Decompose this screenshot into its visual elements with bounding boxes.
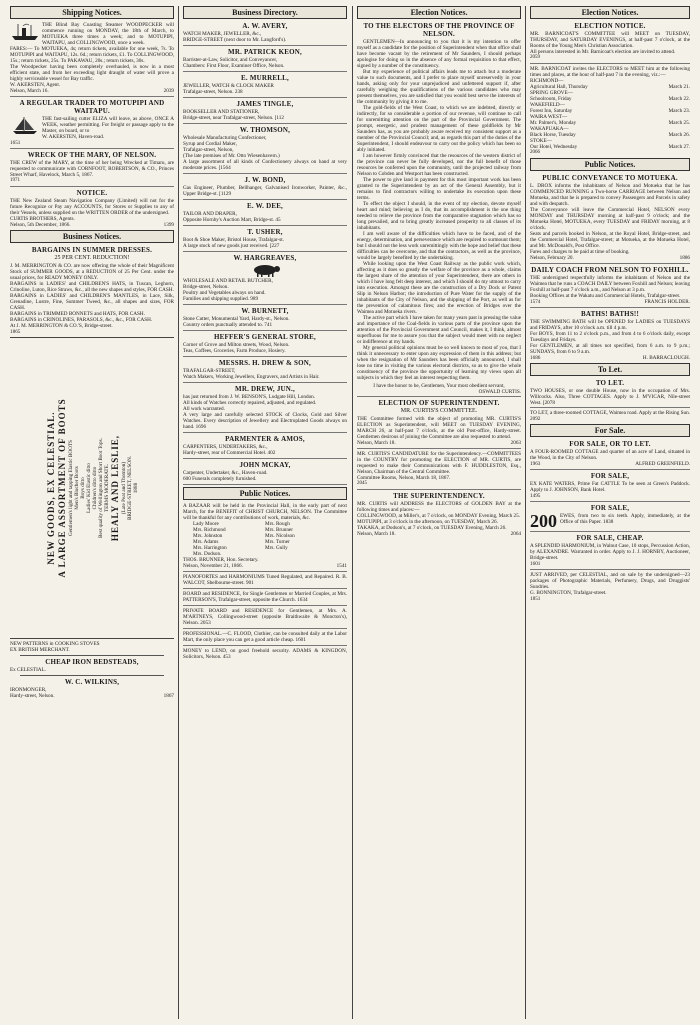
directory-line: TAILOR AND DRAPER, bbox=[183, 211, 237, 217]
directory-entry bbox=[183, 254, 347, 302]
directory-name: A. W. AVERY, bbox=[242, 22, 288, 30]
directory-line: A large assortment of all kinds of Confectionery always on hand at very moderate prices. [1564 bbox=[183, 159, 347, 171]
ad-coach bbox=[530, 266, 690, 305]
address-paragraph: The power to give land in payment for this most important work has been granted to the Superintendent by an act of the General Assembly, but it remains to find contractors willing to undertake its execution upon these terms. bbox=[357, 177, 521, 201]
ad-signature: Committee Rooms, Nelson, March 18, 1867. bbox=[357, 475, 451, 481]
column-shipping bbox=[6, 6, 178, 1019]
ad-just-arrived bbox=[530, 572, 690, 602]
ad-subheading: Ex CELESTIAL. bbox=[10, 667, 47, 673]
ad-number: 1886 bbox=[679, 255, 690, 261]
ad-text: THE New Zealand Steam Navigation Company (Limited) will not for the future Recognize or Pay any ACCOUNTS, for Stores or Supplies to any of their Vessels, unless supplied on the WRITTEN ORDER of the undersigned. bbox=[10, 198, 174, 216]
ad-text: BARGAINS in TRIMMED BONNETS and HATS, FOR CASH. bbox=[10, 311, 145, 317]
ad-subheading: MR. CURTIS'S COMMITTEE. bbox=[400, 408, 478, 414]
directory-name: J. W. BOND, bbox=[244, 176, 286, 184]
ad-text: PIANOFORTES and HARMONIUMS Tuned Regulated, and Repaired. R. B. WALCOT, Shelbourne-street. 901 bbox=[183, 574, 347, 586]
ad-sale-cottage bbox=[530, 440, 690, 467]
directory-line: Opposite Hornby's Auction Mart, Bridge-st. 45 bbox=[183, 217, 281, 223]
ad-wilkins bbox=[10, 678, 174, 699]
ad-signature: At J. M. MERRINGTON & CO.'S, Bridge-street. bbox=[10, 323, 113, 329]
section-header: Public Notices. bbox=[183, 487, 347, 500]
meeting-date: March 22. bbox=[668, 96, 690, 102]
directory-name: PARMENTER & AMOS, bbox=[225, 435, 305, 443]
directory-line: WATCH MAKER, JEWELLER, &c., bbox=[183, 31, 262, 37]
ad-subheading: A LARGE ASSORTMENT OF BOOTS bbox=[56, 398, 67, 578]
ad-number: 1865 bbox=[10, 329, 21, 335]
ad-professional bbox=[183, 631, 347, 643]
address-paragraph: While looking upon the West Coast Railway as the public work which, affecting as it does so greatly the welfare of the province as a whole, claims the largest share of the attention of your Superintendent, there are others in which I have long felt deep interest, and which I should do my utmost to carry into execution. Amongst these are the construction of a Dry Dock or Patent Slip in Nelson Harbor; the introduction of Pure Water for the supply of the inhabitants of the City of Nelson, and the shipping of the Port, as well as for the prevention of calamitous fires; and the erection of Bridges over the Waimea and Motueka rivers. bbox=[357, 261, 521, 315]
ad-heading: BATHS! BATHS!! bbox=[581, 310, 639, 318]
column-business-directory bbox=[179, 6, 351, 1019]
ad-money bbox=[183, 648, 347, 660]
directory-name: W. THOMSON, bbox=[239, 126, 291, 134]
directory-entry bbox=[183, 307, 347, 328]
section-header: For Sale. bbox=[530, 424, 690, 437]
ad-heading: FOR SALE, OR TO LET. bbox=[569, 440, 651, 448]
directory-line: Families and shipping supplied. 989 bbox=[183, 296, 259, 302]
ad-number: 1686 bbox=[530, 355, 541, 361]
directory-line: Stone Cutter, Monumental Yard, Hardy-st., Nelson. bbox=[183, 316, 290, 322]
ad-wreck bbox=[10, 151, 174, 184]
ad-heading: CHEAP IRON BEDSTEADS, bbox=[45, 658, 139, 666]
ad-candidature bbox=[357, 451, 521, 487]
directory-line: Country orders punctually attended to. 741 bbox=[183, 322, 273, 328]
meeting-place: STOKE— bbox=[530, 138, 552, 144]
ad-line: Boys ditto bbox=[79, 477, 86, 499]
ad-number: 1541 bbox=[336, 563, 347, 569]
ad-line: BRIDGE-STREET, NELSON. bbox=[126, 455, 133, 521]
address-paragraph: GENTLEMEN—In announcing to you that it is my intention to offer myself as a candidate for the position of Superintendent when that office shall have become vacant by the retirement of Mr Saunders, I should perhaps apologise for doing so in the absence of any formal requisition to that effect, signed by a number of the constituency. bbox=[357, 39, 521, 69]
address-paragraph: To effect the object I should, in the event of my election, devote myself heart and mind; believing as I do, that its accomplishment is the one thing needed to relieve the province from the comparative stagnation which has so long prevailed, and to bring greatly increased prosperity to all classes of its inhabitants. bbox=[357, 201, 521, 231]
directory-entry bbox=[183, 202, 347, 223]
ad-date: Nelson, March 18. bbox=[357, 531, 396, 537]
directory-line: Syrup and Cordial Maker, bbox=[183, 141, 237, 147]
ad-text: BARGAINS in CRINOLINES, PARASOLS, &c., &c., FOR CASH. bbox=[10, 317, 153, 323]
ad-number: 2059 bbox=[530, 55, 540, 60]
ad-heading: TO THE ELECTORS OF THE PROVINCE OF NELSON. bbox=[363, 22, 515, 38]
meeting-date: March 23. bbox=[668, 108, 690, 114]
directory-line: TRAFALGAR-STREET, bbox=[183, 368, 236, 374]
directory-name: MR. PATRICK KEON, bbox=[228, 48, 302, 56]
directory-entry bbox=[183, 435, 347, 456]
ad-signature: CURTIS BROTHERS, Agents. bbox=[10, 216, 75, 222]
directory-line: BRIDGE-STREET (next door to Mr. Langford's). bbox=[183, 37, 287, 43]
ad-number: 1867 bbox=[163, 693, 174, 699]
committee-name: Mrs. Harrington bbox=[193, 545, 227, 551]
ad-text: Booking Offices at the Wakatu and Commercial Hotels, Trafalgar-street. bbox=[530, 293, 681, 299]
ad-text: MR. CURTIS will ADDRESS the ELECTORS of GOLDEN BAY at the following times and places:— bbox=[357, 501, 521, 513]
ad-to-let bbox=[530, 379, 690, 422]
meeting-venue: Our Hotel, Wednesday bbox=[530, 144, 578, 150]
meeting-venue: Mr. Palmer's, Monday bbox=[530, 120, 577, 126]
ad-number: 1963 bbox=[530, 461, 541, 467]
ad-text: Fares and charges to be paid at time of booking. bbox=[530, 249, 630, 255]
ad-date: Nelson, 5th December, 1866. bbox=[10, 222, 71, 228]
directory-name: JAMES TINGLE, bbox=[236, 100, 294, 108]
ad-heading: TO LET. bbox=[595, 379, 625, 387]
ad-date: Nelson, March 16. bbox=[10, 88, 49, 94]
directory-line: has just returned from J. W. BENSON'S, Ludgate Hill, London. bbox=[183, 394, 316, 400]
ad-number: 2045 bbox=[357, 481, 367, 486]
meeting-place: WAIRA WEST— bbox=[530, 114, 568, 120]
ad-number: 2064 bbox=[510, 531, 521, 537]
cutter-icon bbox=[10, 116, 40, 136]
ad-text: PROFESSIONAL.—C. FLOOD, Clothier, can be consulted daily at the Labor Mart, the only place you can get a good article cheap. 1601 bbox=[183, 631, 347, 643]
ad-heading: NOTICE. bbox=[76, 189, 108, 197]
ad-text: BARGAINS in LADIES' and CHILDREN'S HATS, in Tuscan, Leghorn, Crinoline, Luton, Rice Straws, &c., all the new shapes and styles, FOR CASH. bbox=[10, 281, 174, 293]
directory-line: Carpenter, Undertaker, &c., Haven-road. bbox=[183, 470, 268, 476]
ad-text: The Conveyance will leave the Commercial Hotel, NELSON every MONDAY and THURSDAY morning at half-past 9 o'clock; and the Motueka Hotel, MOTUEKA, every TUESDAY and FRIDAY morning, at 8 o'clock. bbox=[530, 207, 690, 231]
ad-heading: PUBLIC CONVEYANCE TO MOTUEKA. bbox=[542, 174, 678, 182]
ad-barnicoat-meetings bbox=[530, 66, 690, 156]
ad-number: 1574 bbox=[530, 299, 541, 305]
sheep-icon bbox=[245, 263, 285, 277]
committee-name: Mrs. Dodson. bbox=[193, 551, 222, 557]
meeting-date: March 27. bbox=[668, 144, 690, 150]
ewe-count: 200 bbox=[530, 511, 557, 531]
ad-date: Nelson, February 20. bbox=[530, 255, 574, 261]
address-paragraph: I am however firmly convinced that the resources of the western district of the province can never be fully developed, nor the full benefit of those resources be conferred upon the community, until the projected railway from Nelson to Cobden and Westport has been constructed. bbox=[357, 153, 521, 177]
directory-entry bbox=[183, 74, 347, 95]
directory-line: Corner of Grove and Milton streets, Wood, Nelson. bbox=[183, 342, 290, 348]
ad-body: The Woodpecker having been completely overhauled, is now in a most efficient state, and from her exceeding light draught of water will prove a highly serviceable vessel for Bay traffic. bbox=[10, 64, 174, 82]
ad-text: MONEY to LEND, on good freehold security. ADAMS & KINGDON, Solicitors, Nelson. 453 bbox=[183, 648, 347, 660]
meeting-venue: Agricultural Hall, Thursday bbox=[530, 84, 588, 90]
ad-text: J. M. MERRINGTON & CO. are now offering the whole of their Magnificent Stock of SUMMER GOODS, at a REDUCTION of 25 Per Cent. under the usual prices, for READY MONEY ONLY. bbox=[10, 263, 174, 281]
ad-text: THE fast-sailing cutter ELIZA will leave, as above, ONCE A WEEK, weather permitting. For freight or passage apply to the Master, on board, or to bbox=[42, 116, 174, 134]
ad-signature: H. BARRACLOUGH. bbox=[642, 355, 690, 361]
ad-signature: FRANCIS HOLDER. bbox=[644, 299, 690, 305]
ad-line: Gentlemen's light and tapping Elastic BOOTS bbox=[67, 440, 74, 536]
directory-line: Barrister-at-Law, Solicitor, and Conveyancer, bbox=[183, 57, 278, 63]
ad-eliza bbox=[10, 99, 174, 146]
section-header: Shipping Notices. bbox=[10, 6, 174, 19]
ad-barnicoat-committee bbox=[530, 31, 690, 61]
ad-new-goods-vertical bbox=[10, 337, 174, 639]
ad-subheading: IRONMONGER, bbox=[10, 687, 47, 693]
ad-line: (Late Peat and Thornton) bbox=[120, 461, 127, 515]
directory-line: JEWELLER, WATCH & CLOCK MAKER bbox=[183, 83, 274, 89]
ad-baths bbox=[530, 310, 690, 361]
ad-text: MR. CURTIS'S CANDIDATURE for the Superintendency.—COMMITTEES in the COUNTRY for promoting the ELECTION of MR. CURTIS, are requested to make their Communications with F. HUDDLESTON, Esq., Nelson, Chairman of the Central Committee. bbox=[357, 451, 521, 475]
directory-entry bbox=[183, 126, 347, 171]
ad-heading: THE SUPERINTENDENCY. bbox=[393, 492, 485, 500]
ad-heading: FOR SALE, bbox=[590, 472, 630, 480]
section-header: Public Notices. bbox=[530, 158, 690, 171]
committee-name: Mrs. Gully bbox=[265, 545, 288, 551]
ad-signature: ALFRED GREENFIELD. bbox=[635, 461, 690, 467]
ad-text: THE Blind Bay Coasting Steamer WOODPECKER will commence running on MONDAY, the 18th of March, to MOTUEKA three times a week; and to MOTUPIPI, WAITAPU, and COLLINGWOOD, once a week. bbox=[42, 22, 174, 46]
committee-name: Mrs. Brunner bbox=[265, 527, 293, 533]
ad-text: THE Committee formed with the object of promoting MR. CURTIS'S ELECTION as Superintendent, will MEET on TUESDAY EVENING, MARCH 26, at half-past 7 o'clock, at the old Post-office, Hardy-street. Gentlemen desirous of joining the Committee are also requested to attend. bbox=[357, 416, 521, 440]
ad-line: Children's ditto ditto bbox=[91, 466, 98, 510]
section-header: To Let. bbox=[530, 363, 690, 376]
directory-name: E. W. DEE, bbox=[246, 202, 284, 210]
directory-entry bbox=[183, 461, 347, 482]
directory-line: Trafalgar-street, Nelson, bbox=[183, 147, 234, 153]
address-body bbox=[357, 39, 521, 381]
directory-line: Hardy-street, rear of Commercial Hotel. 402 bbox=[183, 450, 276, 456]
ad-number: 2066 bbox=[530, 150, 540, 155]
directory-entry bbox=[183, 48, 347, 69]
ad-text: For GENTLEMEN, at all times not specified, from 6 a.m. to 9 p.m.; SUNDAYS, from 6 to 9 a.m. bbox=[530, 343, 690, 355]
directory-line: Boot & Shoe Maker, Bristol House, Trafalgar-st. bbox=[183, 237, 284, 243]
ad-number: 1601 bbox=[530, 561, 541, 567]
ad-date: Nelson, March 18. bbox=[357, 440, 396, 446]
ad-text: THE undersigned respectfully informs the inhabitants of Nelson and the Waimea that he runs a COACH DAILY between Foxhill and Nelson; leaving Foxhill at half-past 7 o'clock a.m., and Nelson at 3 p.m. bbox=[530, 275, 690, 293]
directory-entry bbox=[183, 228, 347, 249]
ad-text: NEW PATTERNS in COOKING STOVES bbox=[10, 641, 100, 647]
directory-line: Teas, Coffees, Groceries, Farm Produce, Hosiery. bbox=[183, 348, 286, 354]
committee-names bbox=[183, 521, 347, 557]
directory-line: Trafalgar-street, Nelson. 238 bbox=[183, 89, 243, 95]
ad-text: EWES, from two to six teeth. Apply, immediately, at the Office of this Paper. 1838 bbox=[560, 513, 690, 525]
ad-address: Hardy-street, Nelson. bbox=[10, 693, 55, 699]
meeting-place: RICHMOND— bbox=[530, 78, 564, 84]
committee-name: Lady Moore bbox=[193, 521, 219, 527]
ad-woodpecker bbox=[10, 22, 174, 94]
directory-line: BOOKSELLER AND STATIONER, bbox=[183, 109, 260, 115]
directory-line: Chambers: First Floor, Examiner Office, Nelson. bbox=[183, 63, 285, 69]
ad-subheading: 25 PER CENT. REDUCTION! bbox=[54, 255, 130, 261]
meeting-place: WAKEFIELD— bbox=[530, 102, 565, 108]
section-header: Election Notices. bbox=[357, 6, 521, 19]
ad-number: 2063 bbox=[510, 440, 521, 446]
ad-text: MR. BARNICOAT invites the ELECTORS to MEET him at the following times and places, at the hour of half-past 7 in the evening, viz.:— bbox=[530, 66, 690, 78]
directory-entry bbox=[183, 22, 347, 43]
directory-name: T. USHER, bbox=[247, 228, 283, 236]
ad-bedsteads bbox=[10, 658, 174, 673]
committee-name bbox=[265, 551, 337, 557]
ad-signature: OSWALD CURTIS. bbox=[478, 389, 521, 395]
ad-sale-ewes bbox=[530, 504, 690, 529]
directory-name: W. BURNETT, bbox=[241, 307, 289, 315]
meeting-venue: Schoolroom, Friday bbox=[530, 96, 572, 102]
steamer-icon bbox=[10, 22, 40, 42]
meeting-list bbox=[530, 78, 690, 150]
ad-text: MR. BARNICOAT'S COMMITTEE will MEET on TUESDAY, THURSDAY, and SATURDAY EVENINGS, at half-past 7 o'clock, at the Rooms of the Young Men's Christian Association. bbox=[530, 31, 690, 49]
directory-line: All kinds of Watches correctly repaired, adjusted, and regulated. bbox=[183, 400, 317, 406]
directory-name: MR. DREW, JUN., bbox=[235, 385, 295, 393]
ad-number: 1851 bbox=[530, 596, 541, 602]
ad-fares: FARES:— To MOTUEKA, 4s; return tickets, available for one week, 7s. To MOTUPIPI and WAITAPU, 12s. 6d.; return tickets, £1. To COLLINGWOOD, 15s.; return tickets, 25s. To PAKAWAU, 20s.; return tickets, 30s. bbox=[10, 46, 174, 64]
directory-line: Poultry and Vegetables always on hand. bbox=[183, 290, 266, 296]
ad-number: 1399 bbox=[163, 222, 174, 228]
ad-text: TO LET, a three-roomed COTTAGE, Waimea road. Apply at the Rising Sun. 2092 bbox=[530, 410, 690, 422]
ad-text: TWO HOUSES, or one double House, now in the occupation of Mrs. Willcocks. Also, Three COTTAGES. Apply to J. M'VICAR, Nile-street West. [2078 bbox=[530, 388, 690, 406]
ad-text: BARGAINS in LADIES' and CHILDREN'S MANTLES, in Lace, Silk, Grenadine, Lustre, Fine, Summer Tweed, &c., all shapes and sizes, FOR CASH. bbox=[10, 293, 174, 311]
ad-text: A BAZAAR will be held in the Provincial Hall, in the early part of next March, for the BENEFIT of CHRIST CHURCH, NELSON. The Committee will be thankful for any contributions of work, materials, &c. bbox=[183, 503, 347, 521]
directory-entry bbox=[183, 176, 347, 197]
ad-bargains bbox=[10, 246, 174, 335]
ad-heading: WRECK OF THE MARY, OF NELSON. bbox=[27, 151, 157, 159]
ad-heading: FOR SALE, bbox=[590, 504, 630, 512]
committee-name: Mrs. Turner bbox=[265, 539, 290, 545]
ad-board bbox=[183, 591, 347, 603]
ad-text: PRIVATE BOARD and RESIDENCE for Gentlemen, at Mrs. A. M'ARTNEYS, Collingwood-street (opposite Braithwaite & Moncton's), Nelson. 2053 bbox=[183, 608, 347, 626]
address-paragraph: The gold-fields of the West Coast, to which we are indebted, directly or indirectly, for so considerable a portion of our revenue, will continue to call for unremitting attention on the part of the Provincial Government. The prompt, energetic, and prudent management of these goldfields by Mr Saunders has, as you are probably aware received my consistent support as a member of the Provincial Council; and, as regards this part of the duties of the Superintendent, I should endeavour to carry out the policy which has been so ably initiated. bbox=[357, 105, 521, 153]
ad-text: JUST ARRIVED, per CELESTIAL, and on sale by the undersigned—23 packages of Photographic Materials, Perfumery, Drugs, and Druggists' Sundries. bbox=[530, 572, 690, 590]
ad-signature: W. AKERSTEN, Agent. bbox=[10, 82, 61, 88]
committee-name: Mrs. Nicolson bbox=[265, 533, 295, 539]
meeting-place: SPRING GROVE— bbox=[530, 90, 573, 96]
directory-line: Wholesale Manufacturing Confectioner, bbox=[183, 135, 267, 141]
ad-line: Best quality of Wellington and Short Boot Tops. bbox=[97, 438, 104, 538]
ad-text: A SPLENDID HARMONIUM, in Walnut Case, 10 stops, Percussion Action, by ALEXANDRE. Warranted in order. Apply to J. J. HORNBY, Auctioneer, Bridge-street. bbox=[530, 543, 690, 561]
committee-name: Mrs. Adams bbox=[193, 539, 219, 545]
ad-sale-harmonium bbox=[530, 534, 690, 567]
address-paragraph: I am well aware of the difficulties which have to be faced, and of the energy, determination, and perseverance which are required to surmount them; but I should not the less work unremittingly with the hope and belief that these difficulties can be overcome, and that the contractors, as well as the province, would be largely benefited by the undertaking. bbox=[357, 231, 521, 261]
directory-name: W. HARGREAVES, bbox=[233, 254, 297, 262]
directory-line: A very large and carefully selected STOCK of Clocks, Gold and Silver Watches. Every description of Jewellery and Electroplated Goods always on hand. 1696 bbox=[183, 412, 347, 430]
directory-name: JOHN MCKAY, bbox=[239, 461, 291, 469]
ad-signature: W. AKERSTEN, Haven-road. bbox=[42, 134, 105, 140]
ad-election-superintendent bbox=[357, 399, 521, 446]
ad-number: 2039 bbox=[163, 88, 174, 94]
ad-text: For BOYS, from 11 to 2 o'clock p.m., and from 4 to 6 o'clock daily, except Tuesdays and Fridays. bbox=[530, 331, 690, 343]
ad-number: 1651 bbox=[10, 140, 21, 146]
ad-signature: THOS. BRUNNER, Hon. Secretary. bbox=[183, 557, 259, 563]
directory-name: HEFFER'S GENERAL STORE, bbox=[214, 333, 316, 341]
directory-line: 600 Funerals completely furnished. bbox=[183, 476, 257, 482]
ad-text: COLLINGWOOD, at Miller's, at 7 o'clock, on MONDAY Evening, March 25. bbox=[357, 513, 520, 519]
meeting-venue: Black Horse, Tuesday bbox=[530, 132, 576, 138]
address-paragraph: But my experience of political affairs leads me to attach but a moderate value to such documents, and I prefer to place myself unreservedly in your hands, asking only for your unprejudiced and unfettered support if, after carefully weighing the qualifications of the various candidates who may present themselves, you are satisfied that you would best serve the interests of the community by giving it to me. bbox=[357, 69, 521, 105]
ad-line: Men's Blucher Boots bbox=[73, 466, 80, 510]
directory-list bbox=[183, 22, 347, 485]
ad-text: EX KATE WATERS, Prime Fat CATTLE To be seen at Green's Paddock. Apply to J. JOHNSON, Bank Hotel. bbox=[530, 481, 690, 493]
ad-heading: A REGULAR TRADER TO MOTUPIPI AND WAITAPU. bbox=[19, 99, 165, 115]
ad-line: Ladies' Kid Elastic ditto bbox=[85, 462, 92, 514]
ad-private-board bbox=[183, 608, 347, 626]
section-header: Business Directory. bbox=[183, 6, 347, 19]
ad-text: THE CREW of the MARY, at the time of her being Wrecked at Timaru, are requested to communicate with CORNFOOT, ROBERTSON, & CO., Princes Street Wharf, Havelock, March 5, 1867. bbox=[10, 160, 174, 178]
ad-number: 1888 bbox=[132, 482, 139, 494]
column-election-public bbox=[526, 6, 694, 1019]
meeting-venue: Forest Inn, Saturday bbox=[530, 108, 573, 114]
ad-text: All persons interested in Mr. Barnicoat's election are invited to attend. bbox=[530, 49, 676, 55]
directory-name: MESSRS. H. DREW & SON, bbox=[219, 359, 311, 367]
ad-number: 1971 bbox=[10, 178, 20, 183]
ad-heading: W. C. WILKINS, bbox=[64, 678, 120, 686]
ad-text: BOARD and RESIDENCE, for Single Gentlemen or Married Couples, at Mrs. PATTERSON'S, Trafalgar-street, opposite the Church. 1634 bbox=[183, 591, 347, 603]
ad-text: THE SWIMMING BATH will be OPENED for LADIES on TUESDAYS and FRIDAYS, after 10 o'clock a.m. till 4 p.m. bbox=[530, 319, 690, 331]
ad-text: TAKAKA, at Dodson's, at 7 o'clock, on TUESDAY Evening, March 26. bbox=[357, 525, 507, 531]
ad-date: Nelson, November 21, 1866. bbox=[183, 563, 243, 569]
meeting-date: March 21. bbox=[668, 84, 690, 90]
ad-line: TERMS MODERATE. bbox=[103, 463, 110, 513]
directory-line: WHOLESALE AND RETAIL BUTCHER, bbox=[183, 278, 273, 284]
address-paragraph: The active part which I have taken for many years past in pressing the value and importance of the Coal-fields in various parts of the province upon the attention of the Provincial Government and Council, makes it, I think, almost superfluous for me to assure you that the subject would meet with no neglect or indifference at my hands. bbox=[357, 315, 521, 345]
ad-notice bbox=[10, 189, 174, 228]
ad-text: A FOUR-ROOMED COTTAGE and quarter of an acre of Land, situated in the Wood, in the City of Nelson. bbox=[530, 449, 690, 461]
ad-subheading: EX BRITISH MERCHANT. bbox=[10, 647, 70, 653]
ad-signature: G. BONNINGTON, Trafalgar-street. bbox=[530, 590, 607, 596]
ad-text: L. DROX informs the inhabitants of Nelson and Motueka that he has COMMENCED RUNNING a Two-horse CARRIAGE between Nelson and Motueka, and that he is prepared to convey Passengers and Parcels in safety and with despatch. bbox=[530, 183, 690, 207]
committee-name: Mrs. Rough bbox=[265, 521, 290, 527]
directory-line: All work warranted. bbox=[183, 406, 225, 412]
directory-line: (The late premises of Mr. Otto Wiesenhavern.) bbox=[183, 153, 280, 159]
meeting-place: WAKAPUAKA— bbox=[530, 126, 569, 132]
meeting-date: March 25. bbox=[668, 120, 690, 126]
ad-sale-cattle bbox=[530, 472, 690, 499]
directory-entry bbox=[183, 385, 347, 430]
column-election-curtis bbox=[353, 6, 525, 1019]
address-closing: I have the honor to be, Gentlemen, Your most obedient servant, bbox=[373, 383, 505, 389]
section-header: Business Notices. bbox=[10, 230, 174, 243]
address-paragraph: My general political opinions must be so well known to most of you, that I think it unnecessary to enter upon any expression of them in this address; but when the resignation of Mr Saunders has been officially announced, I shall lose no time in visiting the various electoral districts, so as to give the whole constituency of the province the opportunity of learning my views upon all subjects in which they feel an interest respecting them. bbox=[357, 345, 521, 381]
directory-line: CARPENTERS, UNDERTAKERS, &c., bbox=[183, 444, 268, 450]
ad-conveyance bbox=[530, 174, 690, 261]
ad-pianofortes bbox=[183, 574, 347, 586]
ad-text: MOTUPIPI, at 3 o'clock in the afternoon, on TUESDAY, March 26. bbox=[357, 519, 498, 525]
directory-line: Gas Engineer, Plumber, Bellhanger, Galvanised Ironworker, Painter, &c., Upper Bridge-st. [1129 bbox=[183, 185, 347, 197]
ad-heading: BARGAINS IN SUMMER DRESSES. bbox=[31, 246, 153, 254]
directory-name: E. MURRELL, bbox=[241, 74, 289, 82]
directory-entry bbox=[183, 359, 347, 380]
committee-name: Mrs. Johnston bbox=[193, 533, 223, 539]
ad-signature: HEALY AND LESLIE, bbox=[109, 434, 120, 542]
ad-number: 1495 bbox=[530, 493, 541, 499]
directory-entry bbox=[183, 100, 347, 121]
ad-superintendency bbox=[357, 492, 521, 537]
ad-heading: FOR SALE, CHEAP. bbox=[576, 534, 644, 542]
committee-name: Mrs. Richmond bbox=[193, 527, 226, 533]
section-header: Election Notices. bbox=[530, 6, 690, 19]
ad-bazaar bbox=[183, 503, 347, 569]
ad-text: Seats and parcels booked in Nelson, at the Royal Hotel, Bridge-street, and the Commercial Hotel, Trafalgar-street; at Motueka, at the Motueka Hotel, and Mr. McDonald's, Post Office. bbox=[530, 231, 690, 249]
directory-line: A large stock of new goods just received. [227 bbox=[183, 243, 280, 249]
meeting-date: March 26. bbox=[668, 132, 690, 138]
directory-line: Bridge-street, near Trafalgar-street, Nelson. [112 bbox=[183, 115, 284, 121]
directory-line: Bridge-street, Nelson. bbox=[183, 284, 229, 290]
directory-entry bbox=[183, 333, 347, 354]
ad-heading: ELECTION OF SUPERINTENDENT. bbox=[378, 399, 500, 407]
ad-heading: DAILY COACH FROM NELSON TO FOXHILL. bbox=[531, 266, 689, 274]
ad-heading: NEW GOODS, EX CELESTIAL. bbox=[45, 411, 56, 565]
directory-line: Watch Makers, Working Jewellers, Engravers, and Artists in Hair. bbox=[183, 374, 320, 380]
ad-stoves bbox=[10, 641, 174, 653]
ad-heading: ELECTION NOTICE. bbox=[574, 22, 646, 30]
